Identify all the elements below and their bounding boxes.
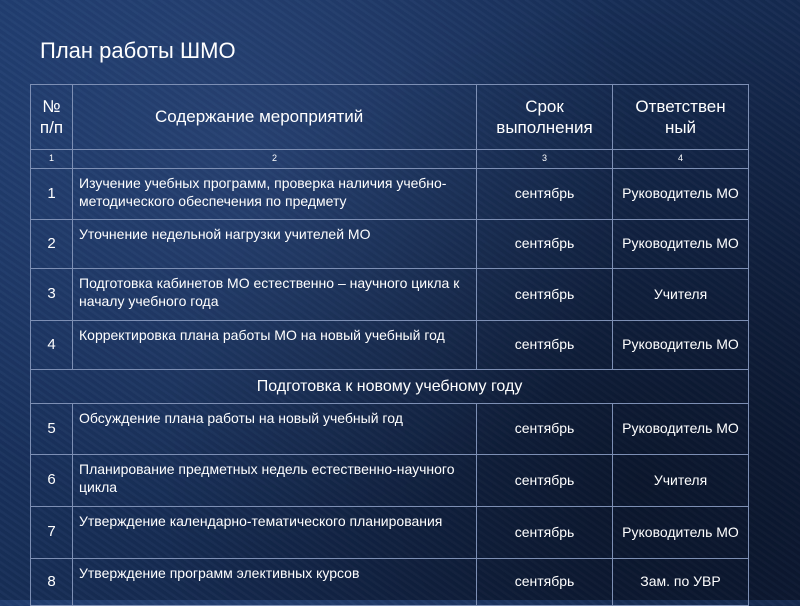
row-content: Утверждение календарно-тематического планирования [73, 507, 477, 559]
row-number: 8 [31, 559, 73, 606]
row-number: 5 [31, 404, 73, 455]
row-term: сентябрь [477, 220, 613, 269]
header-content: Содержание мероприятий [73, 85, 477, 150]
column-number: 4 [613, 150, 749, 169]
page-title: План работы ШМО [40, 38, 236, 63]
column-number: 3 [477, 150, 613, 169]
row-term: сентябрь [477, 507, 613, 559]
table-row [31, 321, 749, 370]
column-numbers-row [31, 150, 749, 169]
table-row [31, 220, 749, 269]
row-term: сентябрь [477, 321, 613, 370]
row-content: Уточнение недельной нагрузки учителей МО [73, 220, 477, 269]
row-content: Корректировка плана работы МО на новый учебный год [73, 321, 477, 370]
table-row [31, 559, 749, 606]
row-term: сентябрь [477, 269, 613, 321]
row-responsible: Руководитель МО [613, 169, 749, 220]
header-responsible: Ответствен ный [613, 85, 749, 150]
row-term: сентябрь [477, 169, 613, 220]
row-number: 4 [31, 321, 73, 370]
section-title: Подготовка к новому учебному году [31, 370, 749, 404]
row-number: 2 [31, 220, 73, 269]
row-term: сентябрь [477, 404, 613, 455]
header-num: № п/п [31, 85, 73, 150]
column-number: 2 [73, 150, 477, 169]
row-content: Изучение учебных программ, проверка наличия учебно-методического обеспечения по предмету [73, 169, 477, 220]
table-row [31, 507, 749, 559]
table-row [31, 269, 749, 321]
row-number: 3 [31, 269, 73, 321]
row-responsible: Руководитель МО [613, 404, 749, 455]
section-row [31, 370, 749, 404]
table-row [31, 455, 749, 507]
header-term: Срок выполнения [477, 85, 613, 150]
table-row [31, 169, 749, 220]
row-number: 7 [31, 507, 73, 559]
work-plan-table [30, 84, 749, 606]
row-content: Подготовка кабинетов МО естественно – научного цикла к началу учебного года [73, 269, 477, 321]
row-content: Планирование предметных недель естественно-научного цикла [73, 455, 477, 507]
row-responsible: Зам. по УВР [613, 559, 749, 606]
table-row [31, 404, 749, 455]
row-number: 1 [31, 169, 73, 220]
row-responsible: Учителя [613, 269, 749, 321]
row-responsible: Руководитель МО [613, 321, 749, 370]
row-content: Обсуждение плана работы на новый учебный год [73, 404, 477, 455]
table-header-row [31, 85, 749, 150]
row-content: Утверждение программ элективных курсов [73, 559, 477, 606]
row-responsible: Руководитель МО [613, 220, 749, 269]
row-term: сентябрь [477, 559, 613, 606]
row-responsible: Руководитель МО [613, 507, 749, 559]
row-responsible: Учителя [613, 455, 749, 507]
column-number: 1 [31, 150, 73, 169]
row-term: сентябрь [477, 455, 613, 507]
row-number: 6 [31, 455, 73, 507]
